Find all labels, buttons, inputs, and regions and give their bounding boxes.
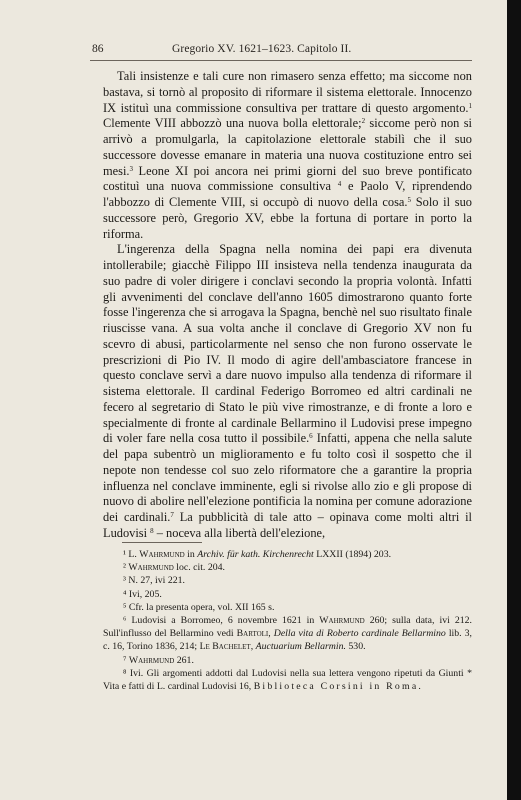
text-run: . bbox=[418, 681, 421, 693]
main-text bbox=[103, 69, 472, 542]
text-run: Infatti, appena che nella salute del papa subentrò un miglioramento e fu tolto così il sospetto che il nepote non tendesse col suo zelo riformatore che a garantire la propria influenza nel conclave imminente, egli si rivolse allo zio e gli propose di nuovo di abolire nell'elezione pontificia la nomina per comune adorazione dei cardinali. bbox=[103, 431, 472, 524]
author-name: Wahrmund bbox=[319, 615, 365, 627]
author-name: Le Bachelet bbox=[199, 641, 251, 653]
text-run: lib. 3, c. 16, Torino 1836, 214; bbox=[103, 628, 472, 653]
text-run: siccome però non si arrivò a promulgarla, la capitolazione elettorale stabilì che il suo successore dovesse emanare in materia una nuova costituzione entro sei mesi. bbox=[103, 116, 472, 178]
paragraph bbox=[103, 69, 472, 242]
paragraph bbox=[103, 242, 472, 541]
text-run: ⁸ Ivi. Gli argomenti addotti dal Ludovisi nella sua lettera vengono ripetuti da Giunti * Vita e fatti di L. cardinal Ludovisi 16, bbox=[103, 667, 472, 693]
footnote-marker: 3 bbox=[129, 164, 133, 173]
author-name: Bartoli bbox=[236, 628, 269, 640]
text-run: L'ingerenza della Spagna nella nomina dei papi era divenuta intollerabile; giacchè Filippo III insisteva nella tendenza inaugurata da suo padre di voler dirigere i conclavi secondo la propria volontà. Infatti gli avvenimenti del conclave dell'anno 1605 dimostrarono quanto forte fosse l'ingerenza che si arrogava la Spagna, benchè nel suo risultato finale riuscisse vana. A sua volta anche il conclave di Gregorio XV non fu scevro di abusi, particolarmente nel senso che non furono osservate le prescrizioni di Pio IV. Il modo di agire dell'ambasciatore francese in questo conclave servì a dare nuovo impulso alla tendenza di riformare il sistema elettorale. Il cardinal Federigo Borromeo ed altri cardinali ne fecero al segretario di Stato le più vive rimostranze, e di fronte a loro e specialmente di fronte al cardinale Bellarmino il Ludovisi prese impegno di voler fare nella cosa tutto il possibile. bbox=[103, 242, 472, 446]
text-run: Tali insistenze e tali cure non rimasero senza effetto; ma siccome non bastava, si tornò al proposito di riformare il sistema elettorale. Innocenzo IX istituì una commissione consultiva per trattare di questo argomento. bbox=[103, 69, 472, 115]
page-number: 86 bbox=[92, 43, 104, 55]
text-run: 260; sulla data, ivi 212. Sull'influsso del Bellarmino vedi bbox=[103, 615, 472, 640]
footnote bbox=[103, 614, 472, 654]
text-run: in bbox=[184, 549, 198, 560]
text-run: ⁷ bbox=[123, 654, 129, 666]
text-run: loc. cit. 204. bbox=[173, 562, 225, 574]
scan-edge bbox=[507, 0, 521, 800]
italic-title: Auctuarium Bellarmin. bbox=[255, 641, 346, 653]
author-name: Wahrmund bbox=[128, 654, 175, 666]
text-run: ³ N. 27, ivi 221. bbox=[123, 575, 185, 587]
spaced-text: Biblioteca Corsini in Roma bbox=[253, 681, 419, 693]
footnote bbox=[103, 588, 472, 601]
footnote-marker: 7 bbox=[170, 511, 174, 519]
footnote bbox=[103, 667, 472, 693]
running-title: Gregorio XV. 1621–1623. Capitolo II. bbox=[172, 43, 352, 55]
text-run: Leone XI poi ancora nei primi giorni del suo breve pontificato costituì una nuova commissione consultiva bbox=[103, 163, 472, 194]
footnote-marker: 8 bbox=[150, 526, 154, 535]
text-run: ⁶ Ludovisi a Borromeo, 6 novembre 1621 in bbox=[123, 615, 320, 627]
text-run: La pubblicità di tale atto – opinava come molti altri il Ludovisi bbox=[103, 510, 472, 540]
footnote-marker: 4 bbox=[337, 180, 342, 189]
footnote-marker: 2 bbox=[361, 117, 366, 126]
text-run: 530. bbox=[345, 641, 366, 653]
italic-title: Della vita di Roberto cardinale Bellarmino bbox=[273, 628, 446, 640]
text-run: , bbox=[268, 628, 274, 640]
text-run: ² bbox=[123, 562, 129, 574]
header-rule bbox=[90, 60, 472, 61]
text-run: ⁵ Cfr. la presenta opera, vol. XII 165 s. bbox=[123, 601, 275, 613]
footnote bbox=[103, 561, 472, 574]
footnote bbox=[103, 574, 472, 587]
text-run: , bbox=[250, 641, 256, 653]
text-run: ⁴ Ivi, 205. bbox=[123, 588, 162, 600]
footnote bbox=[103, 654, 472, 667]
text-run: Solo il suo successore però, Gregorio XV, ebbe la fortuna di portare in porto la riforma. bbox=[103, 195, 472, 241]
text-run: LXXII (1894) 203. bbox=[313, 549, 392, 560]
text-run: 261. bbox=[174, 654, 194, 666]
footnote bbox=[103, 548, 472, 561]
text-run: Clemente VIII abbozzò una nuova bolla elettorale; bbox=[103, 116, 362, 131]
text-run: – noceva alla libertà dell'elezione, bbox=[153, 525, 326, 540]
author-name: Wahrmund bbox=[139, 549, 185, 560]
footnote-marker: 6 bbox=[309, 432, 313, 441]
text-run: ¹ L. bbox=[123, 549, 140, 560]
footnotes bbox=[103, 548, 472, 693]
footnote-rule bbox=[122, 542, 202, 543]
running-header bbox=[92, 43, 472, 55]
footnote bbox=[103, 601, 472, 614]
author-name: Wahrmund bbox=[128, 562, 174, 574]
italic-title: Archiv. für kath. Kirchenrecht bbox=[197, 549, 314, 560]
footnote-marker: 1 bbox=[468, 101, 472, 110]
text-run: e Paolo V, riprendendo l'abbozzo di Clemente VIII, si occupò di nuovo della cosa. bbox=[103, 179, 472, 209]
footnote-marker: 5 bbox=[407, 196, 412, 204]
